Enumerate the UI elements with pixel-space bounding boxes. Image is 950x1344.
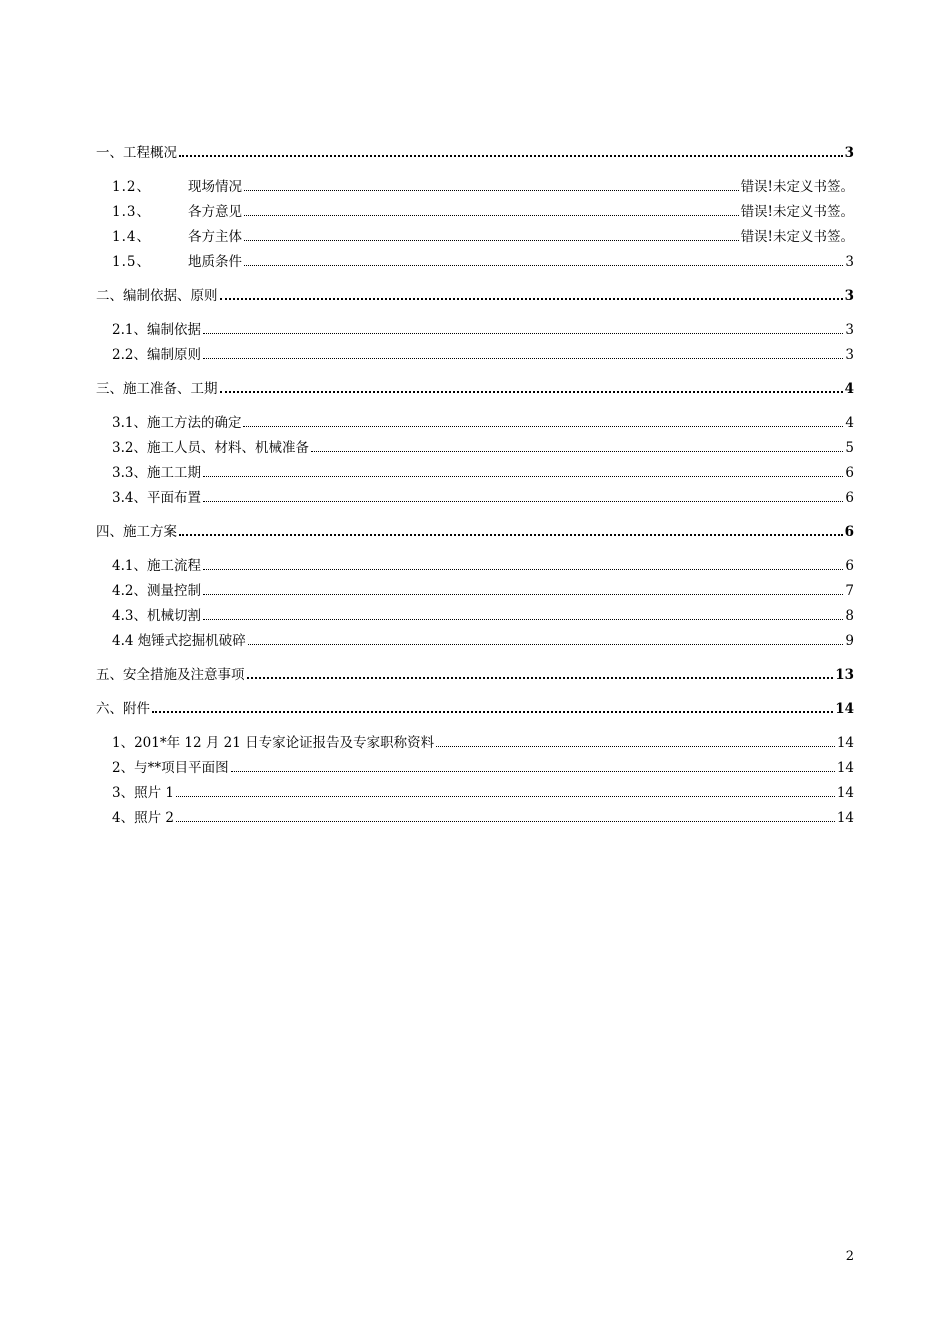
- toc-entry-page: 4: [844, 381, 854, 397]
- toc-entry-title: 4.1、施工流程: [112, 558, 201, 574]
- toc-entry-section-3[interactable]: [96, 372, 854, 397]
- toc-entry-2-1[interactable]: [96, 313, 854, 338]
- toc-entry-title: 三、施工准备、工期: [96, 381, 218, 397]
- toc-entry-6-1[interactable]: [96, 726, 854, 751]
- toc-entry-title: 2.2、编制原则: [112, 347, 201, 363]
- toc-entry-page: 3: [844, 145, 854, 161]
- toc-leader-dots: [244, 190, 739, 191]
- toc-leader-dots: [220, 391, 843, 393]
- toc-entry-page: 4: [845, 415, 854, 431]
- toc-leader-dots: [220, 298, 843, 300]
- toc-entry-title: 2、与**项目平面图: [112, 760, 229, 776]
- toc-leader-dots: [176, 796, 835, 797]
- toc-entry-section-4[interactable]: [96, 515, 854, 540]
- toc-entry-title: 1、201*年 12 月 21 日专家论证报告及专家职称资料: [112, 735, 435, 751]
- toc-entry-title: 一、工程概况: [96, 145, 177, 161]
- toc-leader-dots: [311, 451, 843, 452]
- toc-leader-dots: [243, 426, 843, 427]
- toc-leader-dots: [248, 644, 844, 645]
- toc-leader-dots: [176, 821, 835, 822]
- toc-entry-page: 5: [845, 440, 854, 456]
- toc-leader-dots: [203, 333, 843, 334]
- toc-leader-dots: [244, 215, 739, 216]
- toc-entry-number: 1.3、: [112, 204, 151, 220]
- toc-entry-section-1[interactable]: [96, 136, 854, 161]
- toc-entry-number: 1.5、: [112, 254, 151, 270]
- toc-entry-page: 3: [845, 347, 854, 363]
- toc-entry-4-4[interactable]: [96, 624, 854, 649]
- toc-entry-number: 1.2、: [112, 179, 151, 195]
- toc-entry-title: 4.2、测量控制: [112, 583, 201, 599]
- toc-entry-page: 6: [845, 490, 854, 506]
- toc-entry-1-4[interactable]: [96, 220, 854, 245]
- toc-entry-title: 2.1、编制依据: [112, 322, 201, 338]
- toc-entry-title: 3.2、施工人员、材料、机械准备: [112, 440, 309, 456]
- toc-entry-section-2[interactable]: [96, 279, 854, 304]
- toc-entry-page: 14: [836, 735, 854, 751]
- toc-entry-page: 6: [845, 465, 854, 481]
- toc-entry-page: 8: [845, 608, 854, 624]
- toc-entry-title: 各方主体: [188, 229, 242, 245]
- toc-entry-title: 现场情况: [188, 179, 242, 195]
- toc-entry-title: 3.4、平面布置: [112, 490, 201, 506]
- toc-leader-dots: [152, 711, 833, 713]
- toc-entry-page: 错误!未定义书签。: [740, 179, 854, 195]
- page-number: 2: [845, 1249, 854, 1264]
- toc-leader-dots: [179, 155, 843, 157]
- toc-entry-page: 14: [836, 760, 854, 776]
- toc-entry-4-1[interactable]: [96, 549, 854, 574]
- toc-entry-page: 13: [835, 667, 854, 683]
- toc-leader-dots: [203, 358, 843, 359]
- table-of-contents: [96, 136, 854, 826]
- toc-entry-title: 二、编制依据、原则: [96, 288, 218, 304]
- toc-entry-3-3[interactable]: [96, 456, 854, 481]
- toc-leader-dots: [179, 534, 843, 536]
- toc-entry-page: 3: [844, 288, 854, 304]
- toc-entry-3-2[interactable]: [96, 431, 854, 456]
- toc-leader-dots: [203, 501, 843, 502]
- toc-entry-6-4[interactable]: [96, 801, 854, 826]
- toc-entry-page: 6: [845, 558, 854, 574]
- toc-entry-1-2[interactable]: [96, 170, 854, 195]
- toc-entry-page: 7: [845, 583, 854, 599]
- toc-entry-title: 4.4 炮锤式挖掘机破碎: [112, 633, 246, 649]
- toc-entry-title: 4.3、机械切割: [112, 608, 201, 624]
- toc-leader-dots: [203, 594, 843, 595]
- toc-entry-title: 3.1、施工方法的确定: [112, 415, 242, 431]
- toc-leader-dots: [436, 746, 835, 747]
- toc-entry-1-3[interactable]: [96, 195, 854, 220]
- toc-leader-dots: [203, 476, 843, 477]
- toc-entry-1-5[interactable]: [96, 245, 854, 270]
- toc-entry-title: 地质条件: [188, 254, 242, 270]
- toc-entry-4-2[interactable]: [96, 574, 854, 599]
- toc-leader-dots: [244, 240, 739, 241]
- toc-leader-dots: [244, 265, 843, 266]
- toc-entry-3-1[interactable]: [96, 406, 854, 431]
- toc-entry-page: 14: [835, 701, 854, 717]
- toc-leader-dots: [231, 771, 835, 772]
- toc-entry-page: 错误!未定义书签。: [740, 229, 854, 245]
- toc-entry-number: 1.4、: [112, 229, 151, 245]
- toc-entry-page: 错误!未定义书签。: [740, 204, 854, 220]
- toc-entry-6-3[interactable]: [96, 776, 854, 801]
- toc-entry-title: 五、安全措施及注意事项: [96, 667, 245, 683]
- toc-entry-page: 14: [836, 810, 854, 826]
- toc-leader-dots: [203, 569, 843, 570]
- toc-entry-6-2[interactable]: [96, 751, 854, 776]
- toc-entry-title: 4、照片 2: [112, 810, 174, 826]
- toc-entry-title: 3、照片 1: [112, 785, 174, 801]
- toc-entry-2-2[interactable]: [96, 338, 854, 363]
- toc-entry-page: 6: [844, 524, 854, 540]
- toc-entry-section-5[interactable]: [96, 658, 854, 683]
- toc-entry-4-3[interactable]: [96, 599, 854, 624]
- toc-leader-dots: [203, 619, 843, 620]
- toc-entry-page: 9: [845, 633, 854, 649]
- toc-entry-page: 3: [845, 322, 854, 338]
- toc-leader-dots: [247, 677, 834, 679]
- toc-entry-title: 四、施工方案: [96, 524, 177, 540]
- toc-entry-title: 3.3、施工工期: [112, 465, 201, 481]
- toc-entry-page: 3: [845, 254, 854, 270]
- toc-entry-title: 六、附件: [96, 701, 150, 717]
- toc-entry-3-4[interactable]: [96, 481, 854, 506]
- toc-entry-title: 各方意见: [188, 204, 242, 220]
- toc-entry-section-6[interactable]: [96, 692, 854, 717]
- toc-entry-page: 14: [836, 785, 854, 801]
